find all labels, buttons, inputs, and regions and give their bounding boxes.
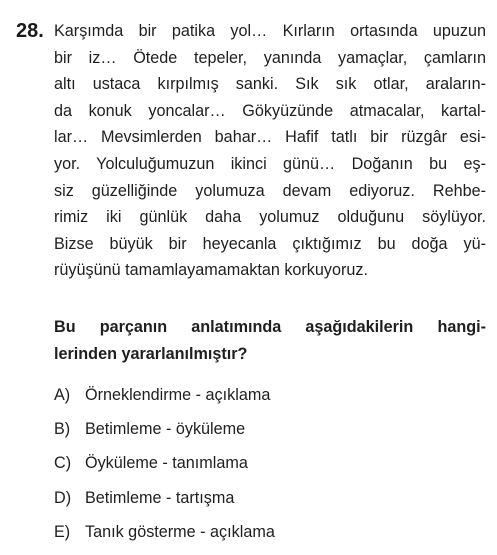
passage-line: lar… Mevsimlerden bahar… Hafif tatlı bir rüzgâr esi- (54, 128, 486, 147)
option-letter: E) (54, 522, 71, 541)
answer-options (54, 378, 486, 549)
option-letter: B) (54, 420, 71, 439)
option-e[interactable] (54, 515, 486, 549)
option-text: Öyküleme - tanımlama (85, 454, 248, 473)
option-d[interactable] (54, 481, 486, 515)
question-number: 28. (16, 20, 44, 42)
passage-line: yor. Yolculuğumuzun ikinci günü… Doğanın bu eş- (54, 154, 486, 173)
option-letter: A) (54, 386, 71, 404)
passage-line: Karşımda bir patika yol… Kırların ortasında upuzun (54, 22, 486, 40)
stem-line: lerinden yararlanılmıştır? (54, 345, 248, 363)
passage-line: rüyüşünü tamamlayamamaktan korkuyoruz. (54, 261, 368, 280)
option-letter: C) (54, 454, 72, 473)
option-letter: D) (54, 488, 72, 507)
passage-line: bir iz… Ötede tepeler, yanında yamaçlar, çamların (54, 48, 486, 67)
passage-line: altı ustaca kırpılmış sanki. Sık sık otlar, araların- (54, 75, 486, 94)
question-stem (54, 314, 486, 368)
option-text: Betimleme - öyküleme (85, 420, 246, 439)
option-a[interactable] (54, 378, 486, 412)
passage-line: Bizse büyük bir heyecanla çıktığımız bu doğa yü- (54, 234, 486, 253)
option-text: Betimleme - tartışma (85, 488, 235, 507)
passage-line: siz güzelliğinde yolumuza devam ediyoruz. Rehbe- (54, 181, 486, 200)
passage-line: da konuk yoncalar… Gökyüzünde atmacalar, kartal- (54, 101, 486, 120)
option-c[interactable] (54, 446, 486, 480)
option-b[interactable] (54, 412, 486, 446)
option-text: Tanık gösterme - açıklama (85, 522, 275, 541)
stem-line: Bu parçanın anlatımında aşağıdakilerin hangi- (54, 318, 486, 336)
passage-line: rimiz iki günlük daha yolumuz olduğunu söylüyor. (54, 208, 486, 227)
passage-text (54, 18, 486, 284)
option-text: Örneklendirme - açıklama (85, 386, 271, 404)
